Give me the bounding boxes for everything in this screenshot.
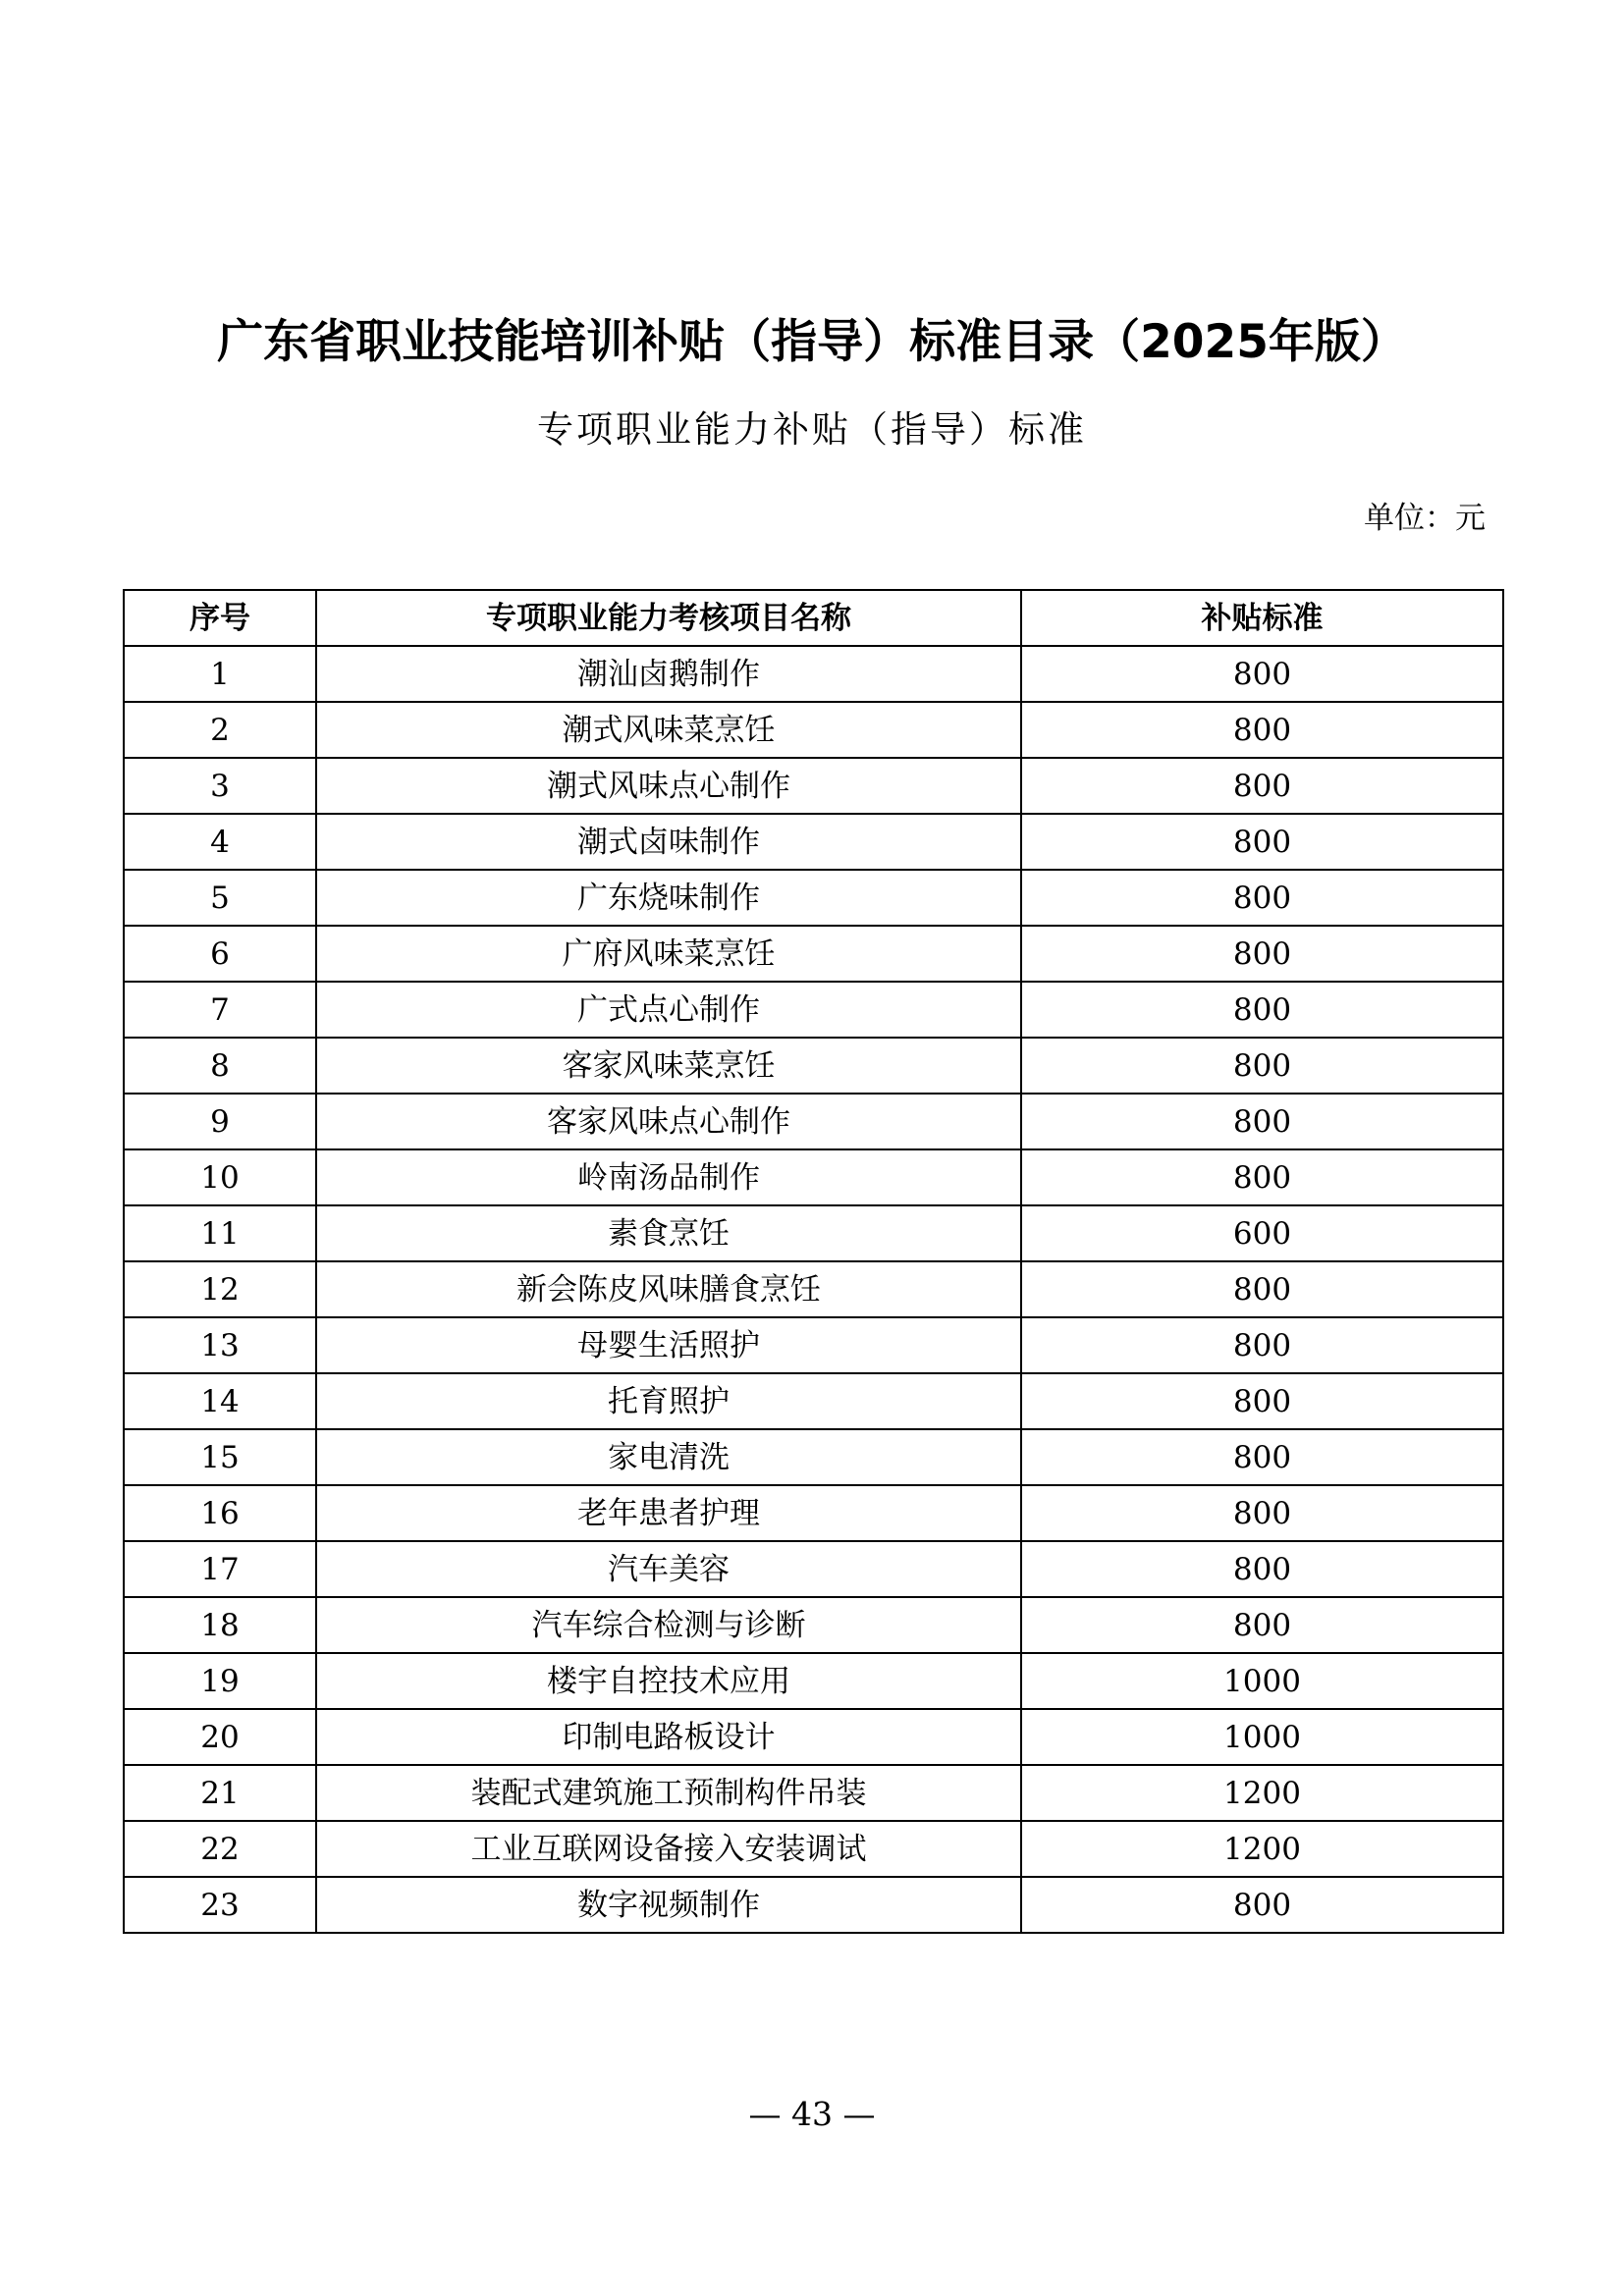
cell-subsidy-amount: 800 [1021, 1261, 1503, 1317]
cell-serial-number: 13 [124, 1317, 316, 1373]
cell-project-name: 印制电路板设计 [316, 1709, 1021, 1765]
table-row [124, 1373, 1503, 1429]
cell-project-name: 广东烧味制作 [316, 870, 1021, 926]
cell-subsidy-amount: 800 [1021, 1317, 1503, 1373]
cell-subsidy-amount: 800 [1021, 1094, 1503, 1149]
document-subtitle: 专项职业能力补贴（指导）标准 [537, 408, 1087, 451]
cell-project-name: 客家风味点心制作 [316, 1094, 1021, 1149]
table-row [124, 1094, 1503, 1149]
cell-serial-number: 11 [124, 1205, 316, 1261]
cell-subsidy-amount: 800 [1021, 646, 1503, 702]
table-row [124, 1541, 1503, 1597]
cell-project-name: 潮式风味点心制作 [316, 758, 1021, 814]
cell-subsidy-amount: 800 [1021, 1373, 1503, 1429]
cell-subsidy-amount: 800 [1021, 1429, 1503, 1485]
cell-serial-number: 4 [124, 814, 316, 870]
cell-serial-number: 2 [124, 702, 316, 758]
cell-project-name: 客家风味菜烹饪 [316, 1038, 1021, 1094]
cell-project-name: 楼宇自控技术应用 [316, 1653, 1021, 1709]
cell-subsidy-amount: 1200 [1021, 1765, 1503, 1821]
table-row [124, 1485, 1503, 1541]
cell-project-name: 装配式建筑施工预制构件吊装 [316, 1765, 1021, 1821]
cell-subsidy-amount: 600 [1021, 1205, 1503, 1261]
cell-subsidy-amount: 800 [1021, 1541, 1503, 1597]
cell-project-name: 汽车美容 [316, 1541, 1021, 1597]
cell-serial-number: 6 [124, 926, 316, 982]
cell-project-name: 潮汕卤鹅制作 [316, 646, 1021, 702]
cell-project-name: 潮式风味菜烹饪 [316, 702, 1021, 758]
table-row [124, 1709, 1503, 1765]
table-row [124, 1821, 1503, 1877]
cell-serial-number: 16 [124, 1485, 316, 1541]
cell-subsidy-amount: 800 [1021, 1597, 1503, 1653]
table-row [124, 870, 1503, 926]
cell-subsidy-amount: 800 [1021, 758, 1503, 814]
unit-label: 单位：元 [1364, 501, 1486, 536]
cell-serial-number: 1 [124, 646, 316, 702]
table-row [124, 1653, 1503, 1709]
cell-serial-number: 9 [124, 1094, 316, 1149]
cell-subsidy-amount: 800 [1021, 702, 1503, 758]
cell-serial-number: 7 [124, 982, 316, 1038]
table-header-row [124, 590, 1503, 646]
cell-subsidy-amount: 800 [1021, 870, 1503, 926]
cell-serial-number: 14 [124, 1373, 316, 1429]
cell-project-name: 家电清洗 [316, 1429, 1021, 1485]
cell-subsidy-amount: 800 [1021, 1877, 1503, 1933]
table-row [124, 702, 1503, 758]
cell-project-name: 新会陈皮风味膳食烹饪 [316, 1261, 1021, 1317]
cell-project-name: 数字视频制作 [316, 1877, 1021, 1933]
cell-serial-number: 12 [124, 1261, 316, 1317]
table-row [124, 646, 1503, 702]
table-row [124, 982, 1503, 1038]
cell-serial-number: 21 [124, 1765, 316, 1821]
cell-project-name: 岭南汤品制作 [316, 1149, 1021, 1205]
header-subsidy-standard: 补贴标准 [1021, 590, 1503, 646]
cell-subsidy-amount: 800 [1021, 814, 1503, 870]
table-body [124, 646, 1503, 1933]
page-number: — 43 — [748, 2095, 876, 2133]
cell-project-name: 老年患者护理 [316, 1485, 1021, 1541]
cell-project-name: 潮式卤味制作 [316, 814, 1021, 870]
cell-serial-number: 15 [124, 1429, 316, 1485]
cell-project-name: 工业互联网设备接入安装调试 [316, 1821, 1021, 1877]
cell-subsidy-amount: 800 [1021, 926, 1503, 982]
table-row [124, 926, 1503, 982]
cell-project-name: 托育照护 [316, 1373, 1021, 1429]
cell-project-name: 广式点心制作 [316, 982, 1021, 1038]
cell-serial-number: 17 [124, 1541, 316, 1597]
table-row [124, 1317, 1503, 1373]
cell-serial-number: 8 [124, 1038, 316, 1094]
document-title: 广东省职业技能培训补贴（指导）标准目录（2025年版） [217, 315, 1407, 369]
table-row [124, 1877, 1503, 1933]
subsidy-table [123, 589, 1504, 1934]
cell-project-name: 广府风味菜烹饪 [316, 926, 1021, 982]
cell-project-name: 汽车综合检测与诊断 [316, 1597, 1021, 1653]
cell-subsidy-amount: 1000 [1021, 1709, 1503, 1765]
table-row [124, 1149, 1503, 1205]
cell-subsidy-amount: 800 [1021, 1038, 1503, 1094]
cell-serial-number: 22 [124, 1821, 316, 1877]
header-serial-number: 序号 [124, 590, 316, 646]
cell-subsidy-amount: 800 [1021, 1149, 1503, 1205]
cell-subsidy-amount: 1000 [1021, 1653, 1503, 1709]
cell-serial-number: 3 [124, 758, 316, 814]
table-row [124, 758, 1503, 814]
cell-subsidy-amount: 800 [1021, 982, 1503, 1038]
table-row [124, 1038, 1503, 1094]
table-row [124, 1597, 1503, 1653]
cell-serial-number: 10 [124, 1149, 316, 1205]
table-row [124, 1205, 1503, 1261]
cell-serial-number: 18 [124, 1597, 316, 1653]
cell-project-name: 母婴生活照护 [316, 1317, 1021, 1373]
cell-project-name: 素食烹饪 [316, 1205, 1021, 1261]
table-row [124, 1261, 1503, 1317]
header-project-name: 专项职业能力考核项目名称 [316, 590, 1021, 646]
table-row [124, 1429, 1503, 1485]
table-row [124, 1765, 1503, 1821]
cell-serial-number: 20 [124, 1709, 316, 1765]
cell-serial-number: 19 [124, 1653, 316, 1709]
cell-serial-number: 5 [124, 870, 316, 926]
cell-subsidy-amount: 800 [1021, 1485, 1503, 1541]
table-row [124, 814, 1503, 870]
cell-serial-number: 23 [124, 1877, 316, 1933]
cell-subsidy-amount: 1200 [1021, 1821, 1503, 1877]
